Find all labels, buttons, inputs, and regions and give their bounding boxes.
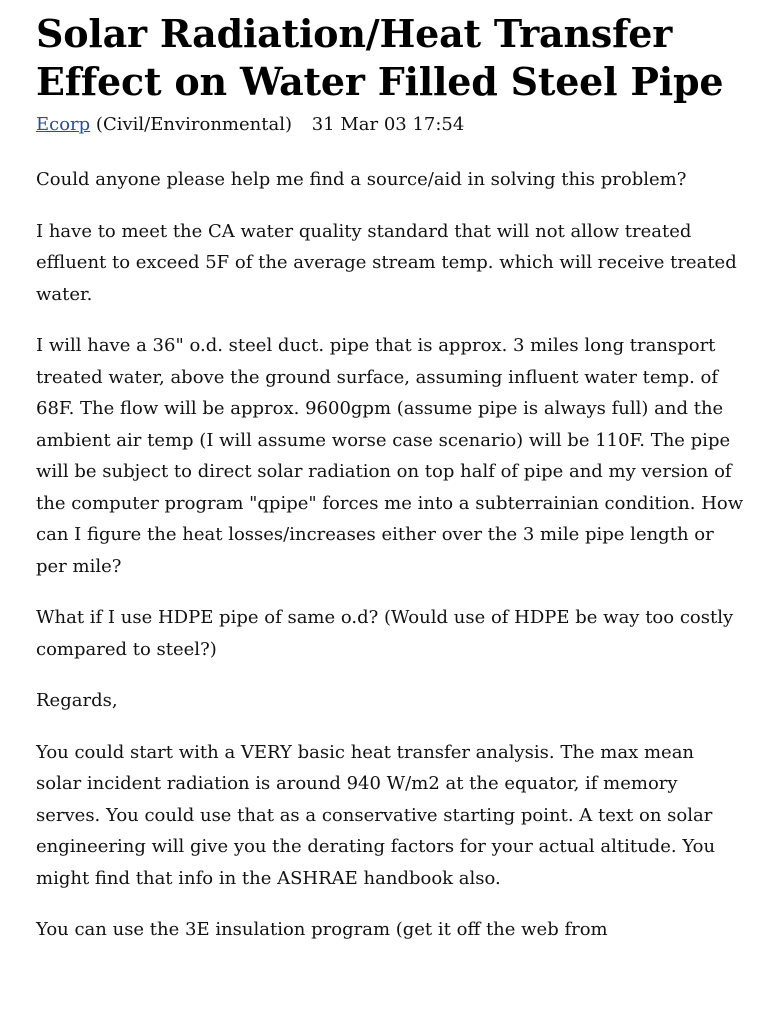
thread-title: Solar Radiation/Heat Transfer Effect on Water Filled Steel Pipe — [36, 11, 724, 104]
post-paragraph: What if I use HDPE pipe of same o.d? (Would use of HDPE be way too costly compared to steel?) — [36, 607, 734, 660]
author-link[interactable]: Ecorp — [36, 114, 91, 135]
reply-paragraph: You could start with a VERY basic heat transfer analysis. The max mean solar incident radiation is around 940 W/m2 at the equator, if memory serves. You could use that as a conservative starting point. A text on solar engineering will give you the derating factors for your actual altitude. You might find that info in the ASHRAE handbook also. — [36, 741, 716, 889]
post-paragraph: I will have a 36" o.d. steel duct. pipe that is approx. 3 miles long transport treated water, above the ground surface, assuming influent water temp. of 68F. The flow will be approx. 9600gpm (assume pipe is always full) and the ambient air temp (I will assume worse case scenario) will be 110F. The pipe will be subject to direct solar radiation on top half of pipe and my version of the computer program "qpipe" forces me into a subterrainian condition. How can I figure the heat losses/increases either over the 3 mile pipe length or per mile? — [36, 335, 744, 577]
author-category: (Civil/Environmental) — [95, 114, 292, 135]
reply-post — [36, 737, 744, 946]
post-date: 31 Mar 03 17:54 — [311, 114, 465, 135]
post-meta — [36, 112, 744, 138]
post-paragraph: I have to meet the CA water quality standard that will not allow treated effluent to exceed 5F of the average stream temp. which will receive treated water. — [36, 220, 737, 305]
original-post — [36, 164, 744, 717]
post-paragraph: Could anyone please help me find a source/aid in solving this problem? — [36, 169, 687, 190]
post-signoff: Regards, — [36, 690, 118, 711]
reply-paragraph: You can use the 3E insulation program (get it off the web from — [36, 919, 608, 940]
